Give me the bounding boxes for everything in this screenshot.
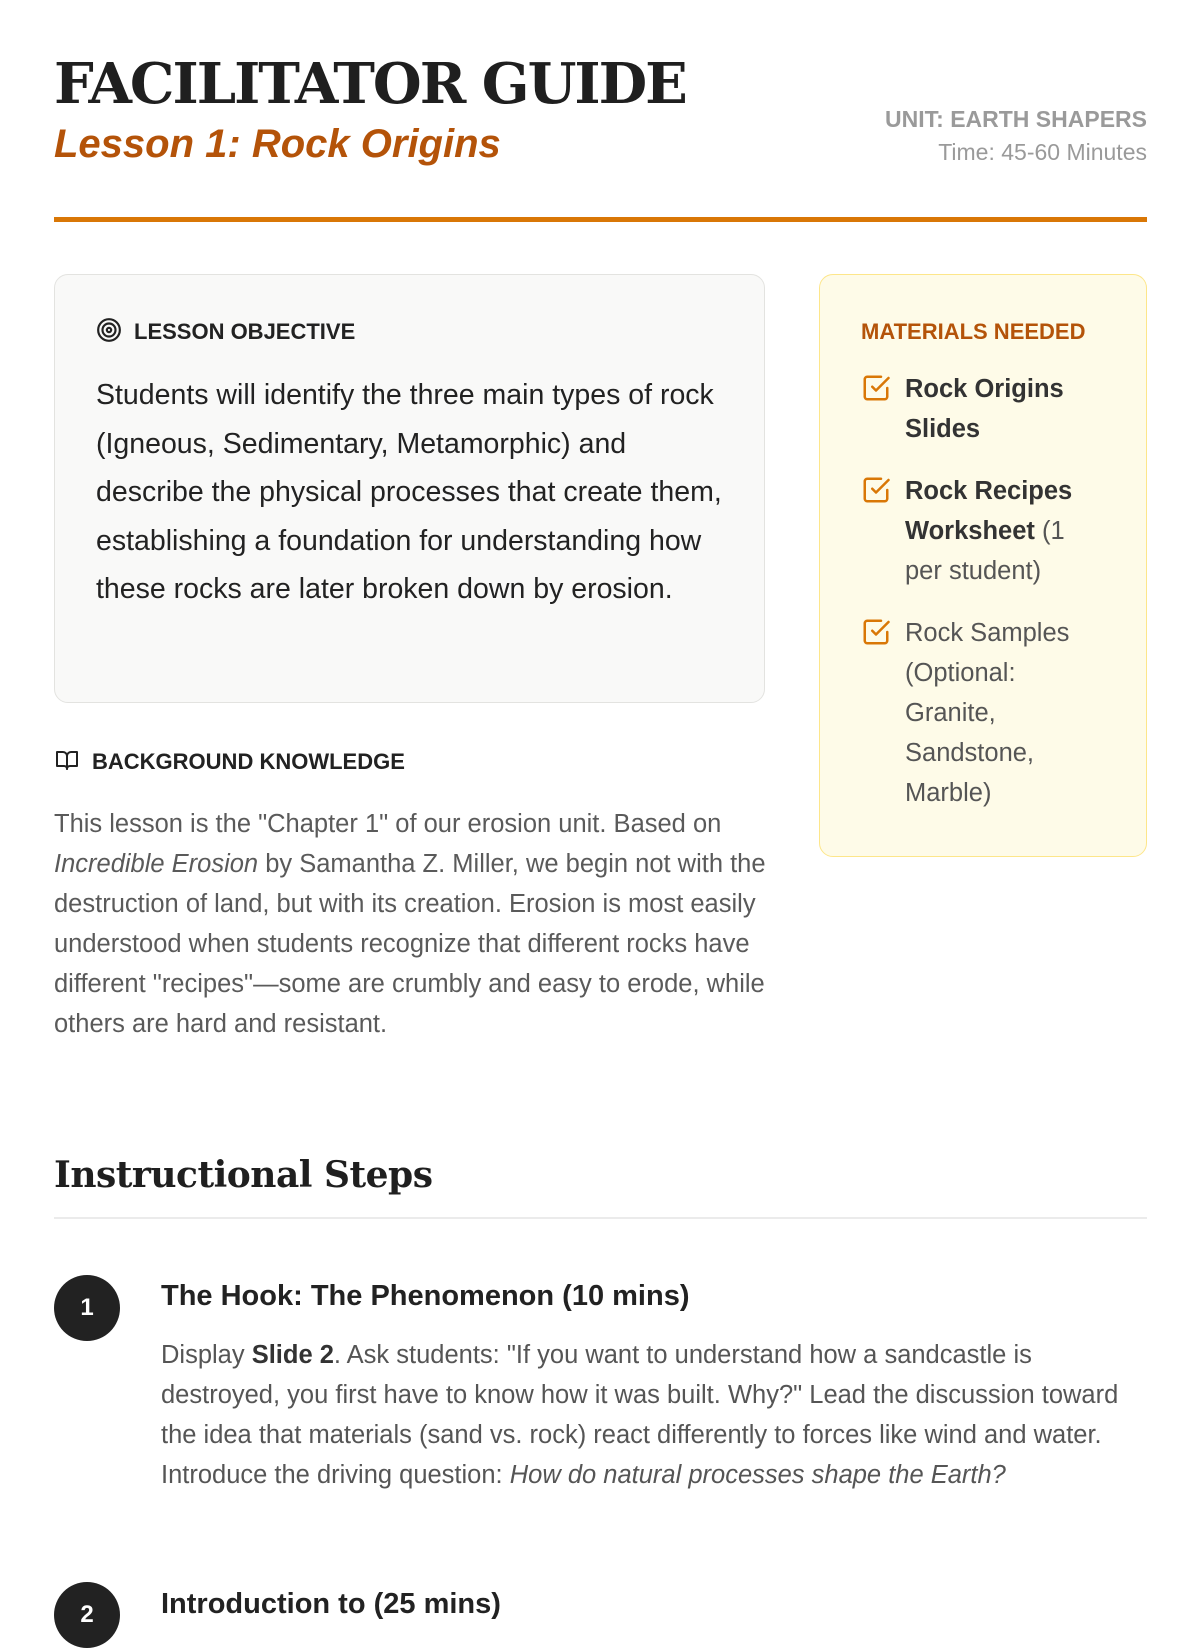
guide-header bbox=[54, 0, 1147, 222]
list-item bbox=[861, 471, 1106, 591]
lesson-subtitle: Lesson 1: Rock Origins bbox=[54, 122, 501, 166]
lesson-objective-card bbox=[54, 274, 765, 703]
step-heading: Introduction to (25 mins) bbox=[161, 1588, 501, 1620]
page-title: FACILITATOR GUIDE bbox=[54, 51, 686, 117]
step-heading: The Hook: The Phenomenon (10 mins) bbox=[161, 1280, 690, 1312]
material-text bbox=[905, 613, 1106, 813]
time-label: Time: 45-60 Minutes bbox=[938, 139, 1147, 165]
materials-list bbox=[861, 369, 1106, 813]
material-detail: Rock Samples (Optional: Granite, Sandstone, Marble) bbox=[905, 619, 1070, 807]
facilitator-guide-page bbox=[54, 0, 1147, 1628]
background-knowledge-heading bbox=[54, 748, 405, 776]
book-title: Incredible Erosion bbox=[54, 850, 259, 878]
step-text-part: . Ask students: "If you want to understand how a sandcastle is destroyed, you first have to know how it was built. Why?" Lead the discussion toward the idea that materials (sand vs. rock) react differently to forces like wind and water. Introduce the driving question: bbox=[161, 1341, 1119, 1489]
materials-title: MATERIALS NEEDED bbox=[861, 319, 1086, 344]
book-open-icon bbox=[54, 748, 80, 776]
lesson-objective-label: LESSON OBJECTIVE bbox=[134, 319, 356, 344]
lesson-objective-heading bbox=[96, 317, 724, 347]
step-number-badge: 2 bbox=[54, 1582, 120, 1648]
instructional-steps-title: Instructional Steps bbox=[54, 1154, 433, 1196]
driving-question: How do natural processes shape the Earth? bbox=[509, 1461, 1006, 1489]
material-name: Rock Recipes Worksheet bbox=[905, 477, 1073, 545]
material-name: Rock Origins Slides bbox=[905, 375, 1064, 443]
material-text bbox=[905, 471, 1106, 591]
step-body bbox=[161, 1335, 1147, 1495]
target-icon bbox=[96, 317, 122, 347]
divider bbox=[54, 1217, 1147, 1219]
list-item bbox=[861, 369, 1106, 449]
background-text-part: by Samantha Z. Miller, we begin not with the destruction of land, but with its creation. Erosion is most easily understood when students recognize that different rocks have different "recipes"—some are crumbly and easy to erode, while others are hard and resistant. bbox=[54, 850, 766, 1038]
material-detail: (1 per student) bbox=[905, 517, 1065, 585]
checkbox-icon bbox=[861, 373, 891, 449]
step-text-part: Display bbox=[161, 1341, 252, 1369]
step-number-badge: 1 bbox=[54, 1275, 120, 1341]
background-text-part: This lesson is the "Chapter 1" of our erosion unit. Based on bbox=[54, 810, 722, 838]
checkbox-icon bbox=[861, 475, 891, 591]
unit-label: UNIT: EARTH SHAPERS bbox=[885, 106, 1147, 132]
unit-meta bbox=[885, 108, 1147, 164]
lesson-objective-text: Students will identify the three main types of rock (Igneous, Sedimentary, Metamorphic) and describe the physical processes that create them, establishing a foundation for understanding how these rocks are later broken down by erosion. bbox=[96, 379, 722, 605]
background-knowledge-text bbox=[54, 804, 769, 1044]
material-text bbox=[905, 369, 1106, 449]
slide-reference: Slide 2 bbox=[251, 1341, 334, 1369]
checkbox-icon bbox=[861, 617, 891, 813]
list-item bbox=[861, 613, 1106, 813]
background-knowledge-label: BACKGROUND KNOWLEDGE bbox=[92, 749, 405, 774]
materials-needed-card bbox=[819, 274, 1147, 857]
